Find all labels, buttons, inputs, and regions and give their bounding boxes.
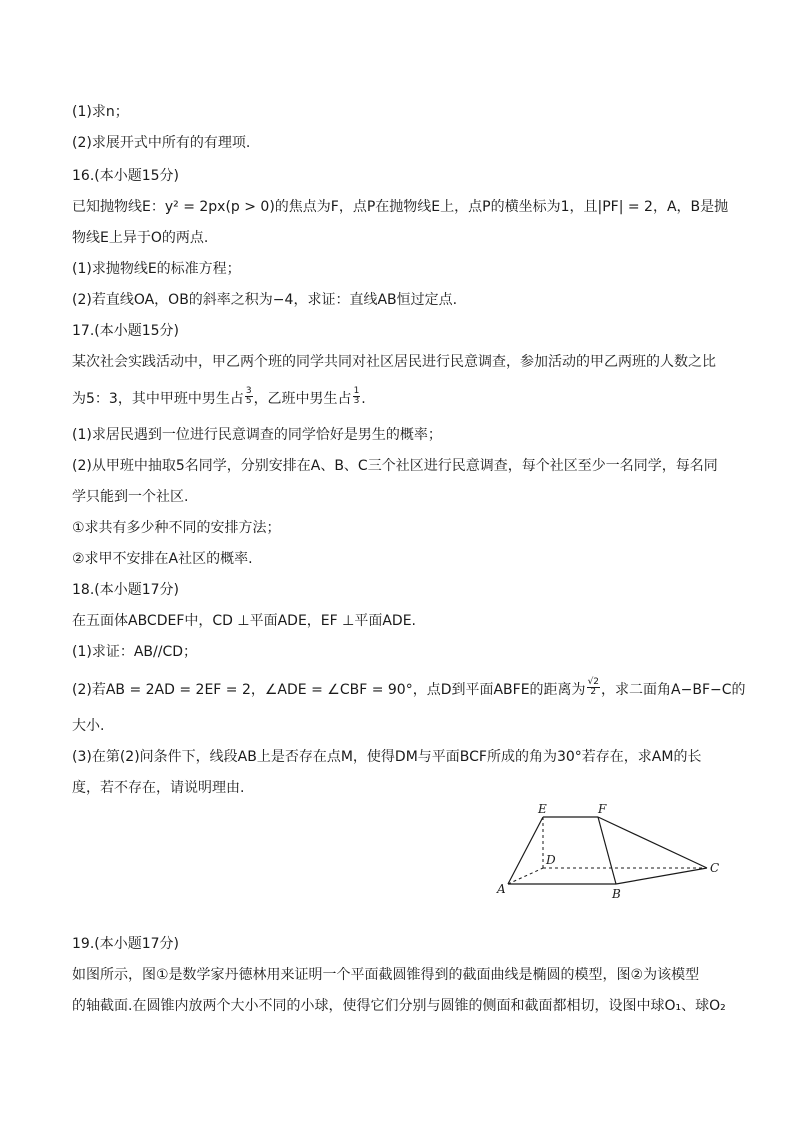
fraction-numerator: 1 (353, 385, 360, 396)
fraction-denominator: 2 (590, 686, 597, 697)
pentahedron-figure (490, 796, 730, 906)
q17-part2-line1: (2)从甲班中抽取5名同学，分别安排在A、B、C三个社区进行民意调查，每个社区至少一名同学，每名同 (72, 458, 718, 474)
q15-part1: (1)求n； (72, 104, 129, 120)
fraction-numerator: 3 (245, 385, 252, 396)
fraction-denominator: 5 (245, 395, 252, 406)
q18-part2-line2: 大小. (72, 718, 105, 734)
q17-text-line2 (72, 385, 366, 409)
label-B: B (612, 887, 621, 901)
edge-AD-hidden (508, 868, 543, 884)
q17-text-line1: 某次社会实践活动中，甲乙两个班的同学共同对社区居民进行民意调查，参加活动的甲乙两班的人数之比 (72, 354, 716, 370)
edge-BC (616, 868, 707, 884)
q19-text-line2: 的轴截面.在圆锥内放两个大小不同的小球，使得它们分别与圆锥的侧面和截面都相切，设图中球O₁、球O₂ (72, 998, 726, 1014)
edge-AE (508, 817, 543, 884)
fraction-one-third (353, 387, 361, 406)
q19-text-line1: 如图所示，图①是数学家丹德林用来证明一个平面截圆锥得到的截面曲线是椭圆的模型，图②为该模型 (72, 967, 700, 983)
q18-part2-line1 (72, 676, 746, 700)
q15-part2: (2)求展开式中所有的有理项. (72, 135, 251, 151)
label-D: D (546, 853, 556, 867)
q16-text-line1: 已知抛物线E：y² = 2px(p > 0)的焦点为F，点P在抛物线E上，点P的横坐标为1，且|PF| = 2，A，B是抛 (72, 199, 729, 215)
q16-heading: 16.(本小题15分) (72, 168, 180, 184)
edge-FB (598, 817, 616, 884)
q17-text-b: ，乙班中男生占 (253, 391, 352, 407)
q18-p2-text-a: (2)若AB = 2AD = 2EF = 2，∠ADE = ∠CBF = 90°，点D到平面ABFE的距离为 (72, 682, 586, 698)
label-E: E (538, 802, 547, 816)
label-C: C (710, 861, 720, 875)
q18-text: 在五面体ABCDEF中，CD ⊥平面ADE，EF ⊥平面ADE. (72, 613, 416, 629)
fraction-three-fifths (245, 387, 253, 406)
q18-part1: (1)求证：AB//CD； (72, 644, 198, 660)
q17-text-c: . (361, 391, 366, 407)
q17-text-a: 为5：3，其中甲班中男生占 (72, 391, 244, 407)
q18-part3-line2: 度，若不存在，请说明理由. (72, 780, 245, 796)
q16-text-line2: 物线E上异于O的两点. (72, 230, 209, 246)
q17-part2-sub1: ①求共有多少种不同的安排方法； (72, 520, 281, 536)
q18-heading: 18.(本小题17分) (72, 582, 180, 598)
fraction-numerator: √2 (587, 676, 600, 687)
q17-heading: 17.(本小题15分) (72, 323, 180, 339)
q18-part3-line1: (3)在第(2)问条件下，线段AB上是否存在点M，使得DM与平面BCF所成的角为30°若存在，求AM的长 (72, 749, 702, 765)
q19-heading: 19.(本小题17分) (72, 936, 180, 952)
label-A: A (497, 882, 506, 896)
q16-part1: (1)求抛物线E的标准方程； (72, 261, 241, 277)
q17-part2-line2: 学只能到一个社区. (72, 489, 189, 505)
fraction-root2-over-2 (587, 678, 600, 697)
q17-part2-sub2: ②求甲不安排在A社区的概率. (72, 551, 253, 567)
label-F: F (598, 802, 607, 816)
q16-part2: (2)若直线OA，OB的斜率之积为−4，求证：直线AB恒过定点. (72, 292, 458, 308)
edge-FC (598, 817, 707, 868)
q18-p2-text-b: ，求二面角A−BF−C的 (601, 682, 746, 698)
fraction-denominator: 3 (353, 395, 360, 406)
q17-part1: (1)求居民遇到一位进行民意调查的同学恰好是男生的概率； (72, 427, 442, 443)
